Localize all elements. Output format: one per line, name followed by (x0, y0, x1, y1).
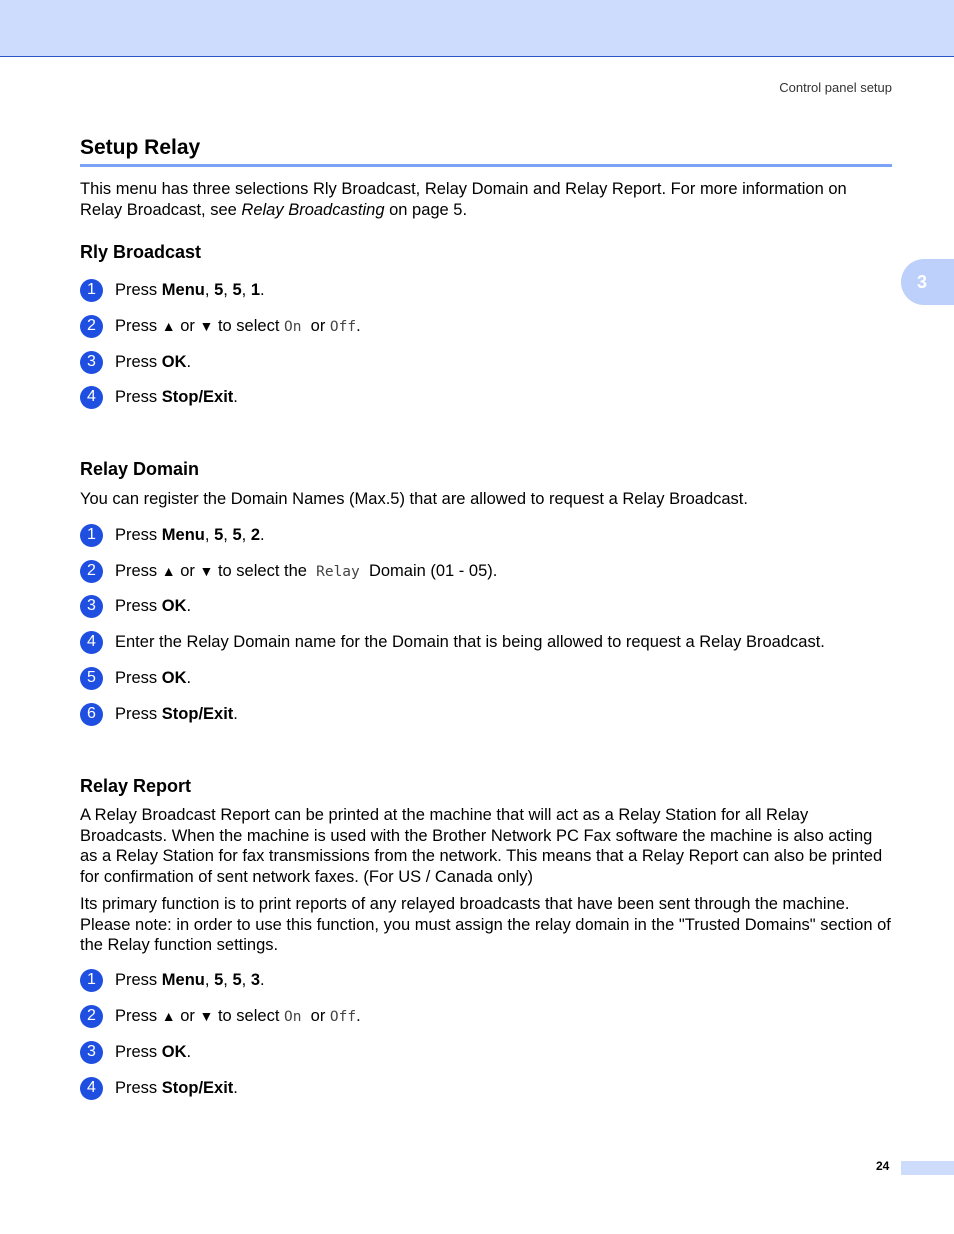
up-arrow-icon: ▲ (161, 562, 176, 579)
step-item (80, 1076, 238, 1100)
step-item (80, 630, 825, 654)
footer-bar (901, 1161, 954, 1175)
step-item (80, 594, 191, 618)
step-number-icon: 3 (80, 351, 103, 374)
step-item (80, 1004, 361, 1028)
section-heading-relay-domain: Relay Domain (80, 459, 200, 479)
step-text: Enter the Relay Domain name for the Domain that is being allowed to request a Relay Broadcast. (115, 632, 825, 651)
up-arrow-icon: ▲ (161, 1007, 176, 1024)
step-item (80, 385, 238, 409)
step-text: Press OK. (115, 668, 192, 687)
step-text: Press ▲ or ▼ to select On or Off. (115, 1006, 361, 1025)
intro-page-ref: on page 5. (384, 200, 468, 219)
step-item (80, 523, 265, 547)
step-number-icon: 3 (80, 1041, 103, 1064)
step-number-icon: 4 (80, 631, 103, 654)
step-number-icon: 4 (80, 386, 103, 409)
page-number: 24 (876, 1159, 890, 1173)
step-item (80, 968, 265, 992)
step-item (80, 314, 361, 338)
intro-paragraph (80, 179, 892, 220)
step-item (80, 702, 238, 726)
step-number-icon: 4 (80, 1077, 103, 1100)
step-number-icon: 1 (80, 524, 103, 547)
step-number-icon: 5 (80, 667, 103, 690)
step-text: Press OK. (115, 596, 192, 615)
step-text: Press Stop/Exit. (115, 387, 238, 406)
up-arrow-icon: ▲ (161, 317, 176, 334)
step-number-icon: 2 (80, 1005, 103, 1028)
page-title: Setup Relay (80, 136, 892, 167)
step-number-icon: 3 (80, 595, 103, 618)
step-text: Press OK. (115, 352, 192, 371)
intro-text: This menu has three selections Rly Broadcast, Relay Domain and Relay Report. For more information on Relay Broadcast, see (80, 180, 847, 219)
step-text: Press Stop/Exit. (115, 704, 238, 723)
down-arrow-icon: ▼ (199, 1007, 214, 1024)
relay-report-paragraph-2: Its primary function is to print reports of any relayed broadcasts that have been sent through the machine. Please note: in order to use this function, you must assign the relay domain in the "Trusted Domains" section of the Relay function settings. (80, 895, 891, 954)
step-number-icon: 2 (80, 560, 103, 583)
step-number-icon: 6 (80, 703, 103, 726)
step-number-icon: 2 (80, 315, 103, 338)
chapter-tab-number: 3 (917, 271, 928, 292)
step-item (80, 1040, 191, 1064)
chapter-tab (901, 259, 954, 305)
step-item (80, 666, 191, 690)
step-number-icon: 1 (80, 279, 103, 302)
step-text: Press Menu, 5, 5, 1. (115, 280, 265, 299)
relay-report-paragraph-1: A Relay Broadcast Report can be printed at the machine that will act as a Relay Station for all Relay Broadcasts. When the machine is used with the Brother Network PC Fax software the machine is also acting as a Relay Station for fax transmissions from the network. This means that a Relay Report can also be printed for confirmation of sent network faxes. (For US / Canada only) (80, 806, 883, 886)
step-text: Press OK. (115, 1042, 192, 1061)
step-text: Press Menu, 5, 5, 3. (115, 970, 265, 989)
relay-domain-description: You can register the Domain Names (Max.5) that are allowed to request a Relay Broadcast. (80, 490, 748, 508)
section-heading-rly-broadcast: Rly Broadcast (80, 242, 202, 262)
top-header-band (0, 0, 954, 57)
step-text: Press Stop/Exit. (115, 1078, 238, 1097)
step-item (80, 278, 265, 302)
step-text: Press ▲ or ▼ to select On or Off. (115, 316, 361, 335)
step-text: Press Menu, 5, 5, 2. (115, 525, 265, 544)
down-arrow-icon: ▼ (199, 317, 214, 334)
step-item (80, 350, 191, 374)
section-heading-relay-report: Relay Report (80, 776, 192, 796)
step-item (80, 559, 497, 583)
down-arrow-icon: ▼ (199, 562, 214, 579)
step-number-icon: 1 (80, 969, 103, 992)
intro-reference: Relay Broadcasting (241, 200, 385, 219)
step-text: Press ▲ or ▼ to select the Relay Domain (01 - 05). (115, 561, 498, 580)
running-head: Control panel setup (779, 80, 892, 95)
